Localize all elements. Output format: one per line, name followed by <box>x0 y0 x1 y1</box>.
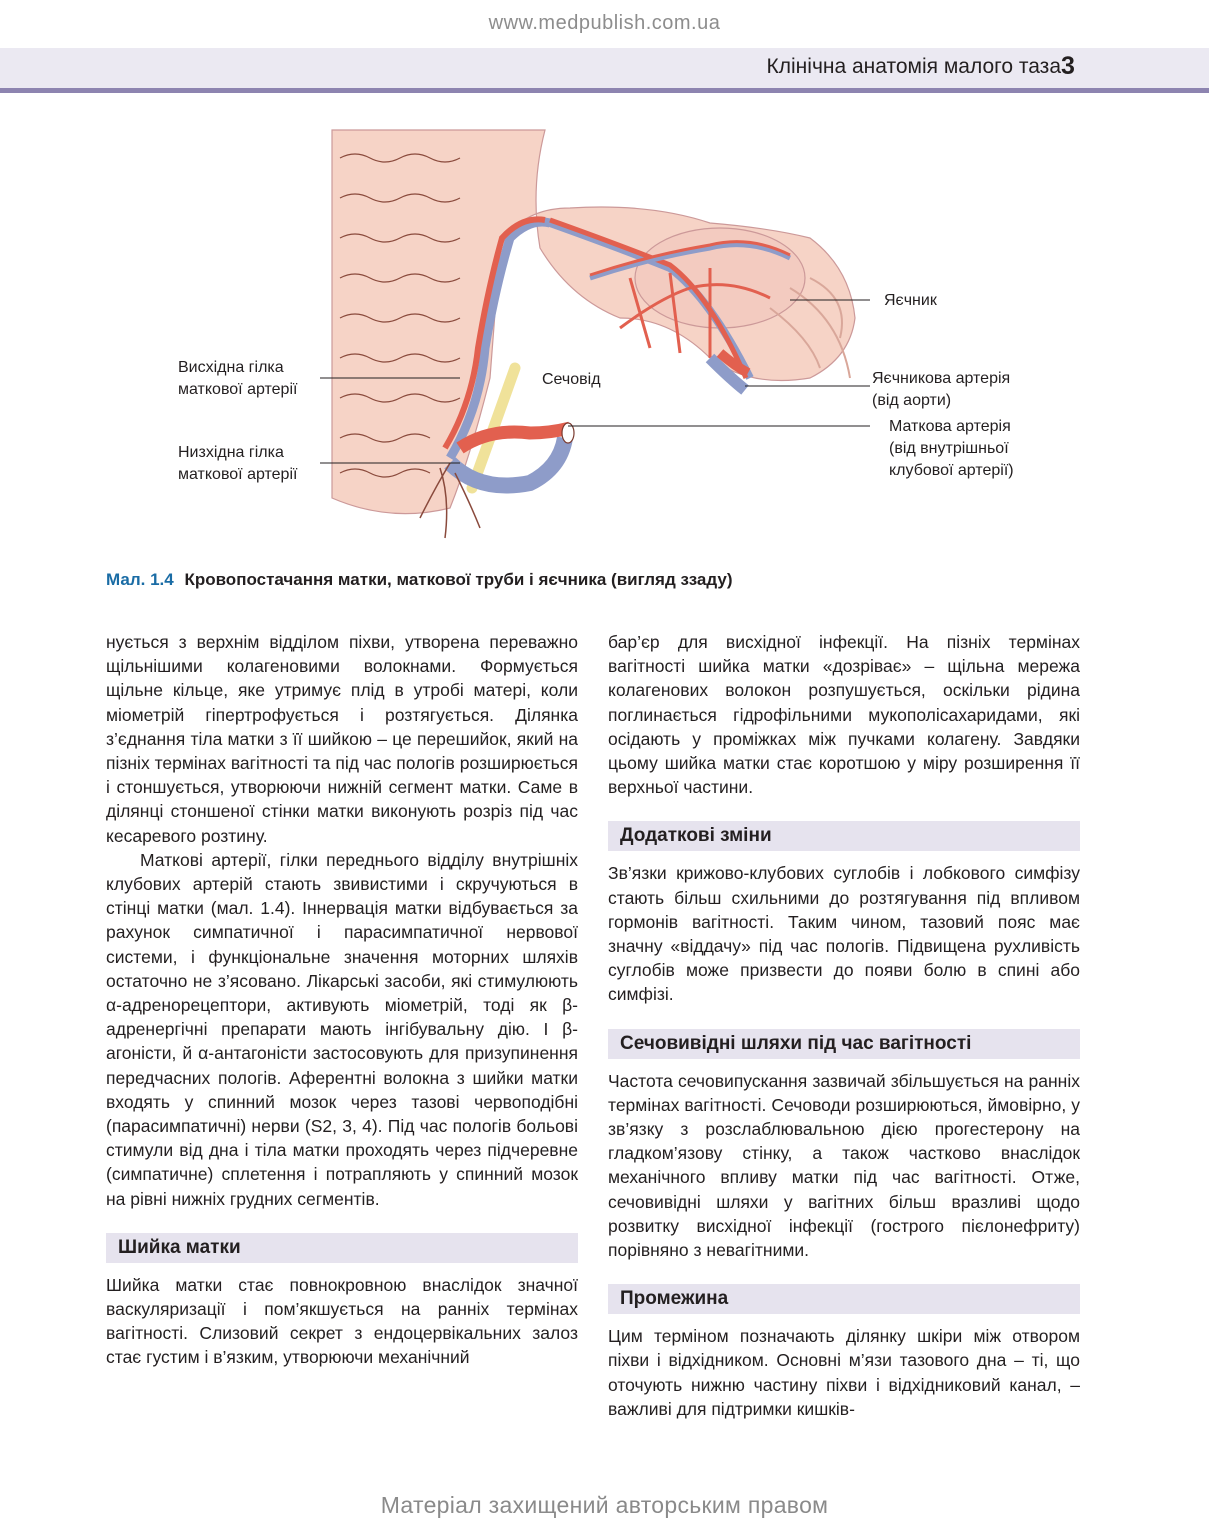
label-ovary: Яєчник <box>884 292 937 309</box>
section-heading-urinary-tract: Сечовивідні шляхи під час вагітності <box>608 1029 1080 1059</box>
anatomical-illustration <box>150 128 1070 558</box>
paragraph: бар’єр для висхідної інфекції. На пізніх термінах вагітності шийка матки «дозріває» – щільна мережа колагенових волокон розпушується, оскільки рідина поглинається гідрофільними мукополісахаридами, які осідають у проміжках між пучками колагену. Завдяки цьому шийка матки стає коротшою у міру розширення її верхньої частини. <box>608 632 1080 798</box>
uterus-shape <box>332 130 855 514</box>
site-url: www.medpublish.com.ua <box>488 12 721 34</box>
running-title: Клінічна анатомія малого таза <box>766 55 1061 78</box>
figure-uterus-blood-supply <box>150 128 1070 558</box>
label-ascending-branch: Висхідна гілка маткової артерії <box>178 359 298 398</box>
label-ovarian-artery: Яєчникова артерія (від аорти) <box>872 370 1011 409</box>
figure-caption <box>106 570 733 590</box>
paragraph: Частота сечовипускання зазвичай збільшується на ранніх термінах вагітності. Сечоводи розширюються, ймовірно, у зв’язку з розслаблювальною дією прогестерону на гладком’язову стінку, а також частково внаслідок механічного впливу матки під час вагітності. Отже, сечовивідні шляхи у вагітних більш вразливі щодо розвитку висхідної інфекції (гострого пієлонефриту) порівняно з невагітними. <box>608 1070 1080 1261</box>
copyright-notice: Матеріал захищений авторським правом <box>380 1492 829 1518</box>
paragraph: нується з верхнім відділом піхви, утворена переважно щільнішими колагеновими волокнами. Формується щільне кільце, яке утримує плід в утробі матері, коли міометрій гіпертрофується і розтягується. Ділянка з’єднання тіла матки з її шийкою – це перешийок, який на пізніх термінах вагітності та під час пологів розширюється і стоншується, утворюючи нижній сегмент матки. Саме в ділянці стоншеної стінки матки виконують розріз під час кесаревого розтину. <box>106 632 578 846</box>
paragraph: Маткові артерії, гілки переднього відділу внутрішніх клубових артерій стають звивистими і скручуються в стінці матки (мал. 1.4). Іннервація матки відбувається за рахунок симпатичної і парасимпатичної нервової системи, і функціональне значення моторних шляхів остаточно не з’ясовано. Лікарські засоби, які стимулюють α-адренорецептори, активують міометрій, тоді як β-адренергічні препарати мають інгібувальну дію. І β-агоністи, й α-антагоністи застосовують для призупинення передчасних пологів. Аферентні волокна з шийки матки входять у спинний мозок через тазові червоподібні (парасимпатичні) нерви (S2, 3, 4). Під час пологів больові стимули від дна і тіла матки проходять через підчеревне (симпатичне) сплетення і потрапляють у спинний мозок на рівні нижніх грудних сегментів. <box>106 849 578 1209</box>
label-descending-branch: Низхідна гілка маткової артерії <box>178 444 298 483</box>
caption-number: Мал. 1.4 <box>106 570 174 589</box>
label-uterine-artery: Маткова артерія (від внутрішньої клубової артерії) <box>889 418 1014 479</box>
right-column <box>608 630 1080 1421</box>
section-heading-cervix: Шийка матки <box>106 1233 578 1263</box>
paragraph: Шийка матки стає повнокровною внаслідок значної васкуляризації і пом’якшується на ранніх термінах вагітності. Слизовий секрет з ендоцервікальних залоз стає густим і в’язким, утворюючи механічний <box>106 1274 578 1368</box>
caption-title: Кровопостачання матки, маткової труби і яєчника (вигляд ззаду) <box>184 570 733 589</box>
paragraph: Цим терміном позначають ділянку шкіри між отвором піхви і відхідником. Основні м’язи тазового дна – ті, що оточують нижню частину піхви і відхідниковий канал, – важливі для підтримки кишків- <box>608 1326 1080 1419</box>
section-heading-perineum: Промежина <box>608 1284 1080 1314</box>
header-rule <box>0 88 1209 93</box>
left-column <box>106 630 578 1370</box>
paragraph: Зв’язки крижово-клубових суглобів і лобкового симфізу стають більш схильними до розтягування під впливом гормонів вагітності. Таким чином, тазовий пояс має значну «віддачу» під час пологів. Підвищена рухливість суглобів може призвести до появи болю в спині або симфізі. <box>608 863 1080 1005</box>
section-heading-additional-changes: Додаткові зміни <box>608 821 1080 851</box>
page-number: 3 <box>1061 52 1075 80</box>
label-ureter: Сечовід <box>542 371 601 388</box>
